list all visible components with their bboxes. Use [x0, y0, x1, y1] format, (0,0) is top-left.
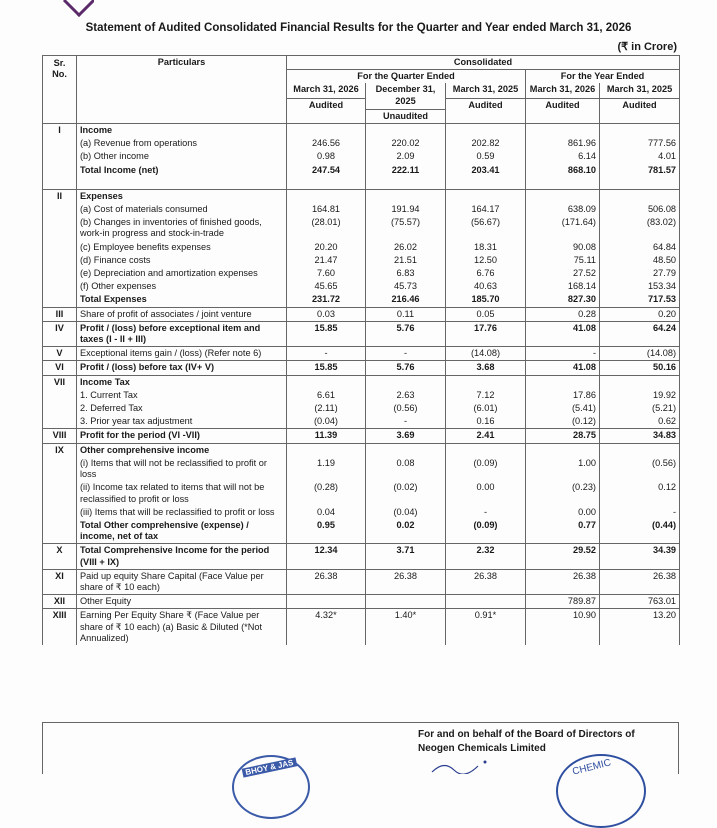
- row-value: [366, 189, 446, 203]
- table-row: [43, 216, 680, 240]
- table-row: [43, 280, 680, 293]
- row-value: (0.56): [366, 402, 446, 415]
- row-value: 64.24: [600, 321, 680, 346]
- row-value: [287, 124, 366, 138]
- row-value: 21.47: [287, 254, 366, 267]
- column-header: [366, 83, 446, 123]
- row-value: 0.02: [366, 519, 446, 544]
- row-value: 0.03: [287, 307, 366, 321]
- column-date: March 31, 2026: [529, 84, 596, 95]
- row-sr-no: [43, 415, 77, 429]
- row-value: [446, 124, 526, 138]
- row-particular: (c) Employee benefits expenses: [77, 241, 287, 254]
- column-header: [287, 83, 366, 123]
- table-row: [43, 321, 680, 346]
- row-value: 48.50: [600, 254, 680, 267]
- table-row: [43, 241, 680, 254]
- row-particular: Profit for the period (VI -VII): [77, 429, 287, 443]
- table-row: [43, 137, 680, 150]
- row-value: [526, 124, 600, 138]
- row-value: 0.62: [600, 415, 680, 429]
- table-row: [43, 307, 680, 321]
- row-particular: Total Comprehensive Income for the period (VIII + IX): [77, 544, 287, 569]
- table-row: [43, 595, 680, 609]
- row-value: 45.73: [366, 280, 446, 293]
- row-value: 216.46: [366, 293, 446, 307]
- row-sr-no: XII: [43, 595, 77, 609]
- row-value: (0.23): [526, 481, 600, 505]
- row-value: 26.38: [287, 569, 366, 594]
- row-value: -: [366, 347, 446, 361]
- row-particular: (a) Cost of materials consumed: [77, 203, 287, 216]
- row-sr-no: [43, 389, 77, 402]
- row-value: (0.44): [600, 519, 680, 544]
- row-value: 2.63: [366, 389, 446, 402]
- row-sr-no: V: [43, 347, 77, 361]
- row-value: 13.20: [600, 609, 680, 645]
- row-sr-no: X: [43, 544, 77, 569]
- row-value: [446, 443, 526, 457]
- column-date: March 31, 2026: [293, 84, 359, 95]
- table-row: [43, 429, 680, 443]
- row-value: 506.08: [600, 203, 680, 216]
- table-row: [43, 481, 680, 505]
- column-status: Audited: [446, 98, 525, 111]
- row-value: 41.08: [526, 321, 600, 346]
- row-particular: Other Equity: [77, 595, 287, 609]
- row-value: (0.09): [446, 457, 526, 481]
- row-value: 3.71: [366, 544, 446, 569]
- row-value: 4.32*: [287, 609, 366, 645]
- row-sr-no: [43, 137, 77, 150]
- table-row: [43, 569, 680, 594]
- signature-scribble: [430, 758, 490, 774]
- row-value: 222.11: [366, 164, 446, 177]
- page-title: Statement of Audited Consolidated Financial Results for the Quarter and Year ended March 31, 2026: [85, 22, 632, 34]
- row-value: [287, 375, 366, 389]
- row-value: 5.76: [366, 361, 446, 375]
- row-value: 17.86: [526, 389, 600, 402]
- row-value: -: [287, 347, 366, 361]
- row-value: 5.76: [366, 321, 446, 346]
- row-value: 202.82: [446, 137, 526, 150]
- row-value: 638.09: [526, 203, 600, 216]
- row-particular: Income: [77, 124, 287, 138]
- table-row: [43, 609, 680, 645]
- row-value: 15.85: [287, 321, 366, 346]
- row-particular: (a) Revenue from operations: [77, 137, 287, 150]
- table-row: [43, 361, 680, 375]
- row-sr-no: [43, 150, 77, 163]
- row-value: 6.14: [526, 150, 600, 163]
- row-value: (0.04): [287, 415, 366, 429]
- row-value: 868.10: [526, 164, 600, 177]
- row-particular: Expenses: [77, 189, 287, 203]
- row-value: (5.21): [600, 402, 680, 415]
- row-sr-no: XIII: [43, 609, 77, 645]
- row-value: 27.79: [600, 267, 680, 280]
- row-particular: Exceptional items gain / (loss) (Refer note 6): [77, 347, 287, 361]
- row-particular: (b) Other income: [77, 150, 287, 163]
- row-particular: (d) Finance costs: [77, 254, 287, 267]
- table-row: [43, 457, 680, 481]
- column-status: Audited: [600, 98, 679, 111]
- row-value: -: [446, 506, 526, 519]
- row-sr-no: III: [43, 307, 77, 321]
- row-particular: 1. Current Tax: [77, 389, 287, 402]
- table-row: [43, 347, 680, 361]
- row-value: [526, 177, 600, 190]
- row-sr-no: [43, 481, 77, 505]
- table-row: [43, 375, 680, 389]
- row-value: 777.56: [600, 137, 680, 150]
- row-value: (6.01): [446, 402, 526, 415]
- row-value: 0.91*: [446, 609, 526, 645]
- row-sr-no: [43, 506, 77, 519]
- consolidated-header: Consolidated: [287, 56, 680, 70]
- row-sr-no: [43, 241, 77, 254]
- row-value: 220.02: [366, 137, 446, 150]
- unit-label: (₹ in Crore): [617, 41, 677, 53]
- column-status: Audited: [526, 98, 599, 111]
- table-row: [43, 164, 680, 177]
- row-value: 0.12: [600, 481, 680, 505]
- footer-right-border: [678, 722, 679, 774]
- row-value: [287, 443, 366, 457]
- row-particular: (f) Other expenses: [77, 280, 287, 293]
- row-value: 2.41: [446, 429, 526, 443]
- row-value: 75.11: [526, 254, 600, 267]
- row-value: -: [526, 347, 600, 361]
- row-value: [600, 189, 680, 203]
- row-value: 717.53: [600, 293, 680, 307]
- row-value: 10.90: [526, 609, 600, 645]
- row-particular: Other comprehensive income: [77, 443, 287, 457]
- results-table: [42, 55, 680, 645]
- row-value: [287, 177, 366, 190]
- row-value: 168.14: [526, 280, 600, 293]
- row-value: [287, 595, 366, 609]
- row-value: [366, 375, 446, 389]
- row-value: 26.38: [446, 569, 526, 594]
- row-value: 29.52: [526, 544, 600, 569]
- row-particular: Income Tax: [77, 375, 287, 389]
- row-value: 28.75: [526, 429, 600, 443]
- row-value: [526, 375, 600, 389]
- table-row: [43, 267, 680, 280]
- row-sr-no: [43, 457, 77, 481]
- row-value: (56.67): [446, 216, 526, 240]
- row-value: (0.02): [366, 481, 446, 505]
- row-value: (0.04): [366, 506, 446, 519]
- row-value: (171.64): [526, 216, 600, 240]
- row-value: (5.41): [526, 402, 600, 415]
- row-value: 64.84: [600, 241, 680, 254]
- company-stamp-left: [232, 755, 310, 819]
- row-particular: Profit / (loss) before tax (IV+ V): [77, 361, 287, 375]
- column-date: March 31, 2025: [606, 84, 673, 95]
- row-value: [446, 177, 526, 190]
- particulars-header: Particulars: [77, 56, 287, 124]
- row-particular: Total Expenses: [77, 293, 287, 307]
- row-value: (75.57): [366, 216, 446, 240]
- table-row: [43, 443, 680, 457]
- row-value: 12.50: [446, 254, 526, 267]
- row-value: 231.72: [287, 293, 366, 307]
- row-value: 0.00: [526, 506, 600, 519]
- row-value: 3.68: [446, 361, 526, 375]
- row-particular: 2. Deferred Tax: [77, 402, 287, 415]
- row-value: -: [600, 506, 680, 519]
- row-sr-no: VIII: [43, 429, 77, 443]
- row-particular: (iii) Items that will be reclassified to profit or loss: [77, 506, 287, 519]
- row-sr-no: [43, 216, 77, 240]
- row-value: [366, 124, 446, 138]
- row-value: 26.38: [526, 569, 600, 594]
- quarter-ended-header: For the Quarter Ended: [287, 70, 526, 84]
- sr-no-header: Sr. No.: [43, 56, 77, 124]
- footer-rule: [42, 722, 679, 723]
- row-value: 164.17: [446, 203, 526, 216]
- row-value: 153.34: [600, 280, 680, 293]
- row-value: 7.12: [446, 389, 526, 402]
- column-date: March 31, 2025: [452, 84, 519, 95]
- row-particular: Total Income (net): [77, 164, 287, 177]
- row-particular: Paid up equity Share Capital (Face Value per share of ₹ 10 each): [77, 569, 287, 594]
- row-value: 4.01: [600, 150, 680, 163]
- row-value: (83.02): [600, 216, 680, 240]
- row-value: [600, 443, 680, 457]
- row-value: 0.59: [446, 150, 526, 163]
- row-value: 0.28: [526, 307, 600, 321]
- column-status: Audited: [287, 98, 365, 111]
- row-value: 2.09: [366, 150, 446, 163]
- table-row: [43, 150, 680, 163]
- table-row: [43, 402, 680, 415]
- row-value: [526, 189, 600, 203]
- row-particular: (ii) Income tax related to items that will not be reclassified to profit or loss: [77, 481, 287, 505]
- row-value: 34.83: [600, 429, 680, 443]
- column-header: [526, 83, 600, 123]
- row-value: 40.63: [446, 280, 526, 293]
- row-value: [446, 595, 526, 609]
- row-value: 26.38: [366, 569, 446, 594]
- row-sr-no: [43, 267, 77, 280]
- row-value: 6.76: [446, 267, 526, 280]
- row-particular: (b) Changes in inventories of finished goods, work-in progress and stock-in-trade: [77, 216, 287, 240]
- row-value: 203.41: [446, 164, 526, 177]
- row-value: (14.08): [446, 347, 526, 361]
- row-value: 164.81: [287, 203, 366, 216]
- row-value: [526, 443, 600, 457]
- row-value: 6.61: [287, 389, 366, 402]
- signature-line-1: For and on behalf of the Board of Directors of: [418, 729, 635, 740]
- row-value: [600, 177, 680, 190]
- column-header: [600, 83, 680, 123]
- stamp-right-text: CHEMIC: [571, 757, 613, 778]
- row-value: 26.38: [600, 569, 680, 594]
- row-value: 3.69: [366, 429, 446, 443]
- row-particular: Profit / (loss) before exceptional item and taxes (I - II + III): [77, 321, 287, 346]
- table-row: [43, 124, 680, 138]
- row-value: [366, 443, 446, 457]
- row-sr-no: [43, 280, 77, 293]
- row-value: 185.70: [446, 293, 526, 307]
- row-particular: Earning Per Equity Share ₹ (Face Value per share of ₹ 10 each) (a) Basic & Diluted (*Not Annualized): [77, 609, 287, 645]
- footer-left-border: [42, 722, 43, 774]
- row-value: 0.95: [287, 519, 366, 544]
- row-sr-no: I: [43, 124, 77, 138]
- row-value: 15.85: [287, 361, 366, 375]
- row-value: (0.56): [600, 457, 680, 481]
- row-value: 34.39: [600, 544, 680, 569]
- row-sr-no: VI: [43, 361, 77, 375]
- signature-block: [418, 728, 635, 756]
- row-value: 0.20: [600, 307, 680, 321]
- row-value: [366, 177, 446, 190]
- signature-line-2: Neogen Chemicals Limited: [418, 743, 546, 754]
- row-value: (0.28): [287, 481, 366, 505]
- row-value: 246.56: [287, 137, 366, 150]
- row-value: 19.92: [600, 389, 680, 402]
- row-value: [287, 189, 366, 203]
- row-sr-no: IX: [43, 443, 77, 457]
- row-value: (0.12): [526, 415, 600, 429]
- row-sr-no: VII: [43, 375, 77, 389]
- table-row: [43, 389, 680, 402]
- row-value: (14.08): [600, 347, 680, 361]
- row-particular: [77, 177, 287, 190]
- row-value: 18.31: [446, 241, 526, 254]
- row-value: -: [366, 415, 446, 429]
- year-ended-header: For the Year Ended: [526, 70, 680, 84]
- row-value: 11.39: [287, 429, 366, 443]
- row-particular: 3. Prior year tax adjustment: [77, 415, 287, 429]
- row-value: 90.08: [526, 241, 600, 254]
- table-row: [43, 519, 680, 544]
- row-value: 247.54: [287, 164, 366, 177]
- column-status: Unaudited: [366, 109, 445, 122]
- column-header: [446, 83, 526, 123]
- row-sr-no: [43, 164, 77, 177]
- cross-mark-icon: [58, 0, 94, 18]
- table-row: [43, 544, 680, 569]
- row-value: 0.98: [287, 150, 366, 163]
- row-value: 17.76: [446, 321, 526, 346]
- row-sr-no: II: [43, 189, 77, 203]
- row-value: 1.40*: [366, 609, 446, 645]
- company-stamp-right: [556, 754, 646, 828]
- row-value: 21.51: [366, 254, 446, 267]
- row-value: 0.00: [446, 481, 526, 505]
- row-value: 50.16: [600, 361, 680, 375]
- row-value: [600, 124, 680, 138]
- stamp-left-text: BHOY & JAS: [242, 757, 297, 777]
- row-value: 827.30: [526, 293, 600, 307]
- row-value: 1.00: [526, 457, 600, 481]
- row-sr-no: [43, 402, 77, 415]
- row-value: 6.83: [366, 267, 446, 280]
- table-row: [43, 177, 680, 190]
- row-value: 12.34: [287, 544, 366, 569]
- row-value: (0.09): [446, 519, 526, 544]
- row-value: 20.20: [287, 241, 366, 254]
- column-date: December 31, 2025: [375, 84, 436, 106]
- row-value: 789.87: [526, 595, 600, 609]
- row-value: 41.08: [526, 361, 600, 375]
- row-value: 763.01: [600, 595, 680, 609]
- row-particular: (i) Items that will not be reclassified to profit or loss: [77, 457, 287, 481]
- row-value: 45.65: [287, 280, 366, 293]
- row-value: [600, 375, 680, 389]
- row-value: 1.19: [287, 457, 366, 481]
- row-sr-no: [43, 177, 77, 190]
- table-row: [43, 189, 680, 203]
- row-value: 781.57: [600, 164, 680, 177]
- row-sr-no: [43, 293, 77, 307]
- row-value: 0.16: [446, 415, 526, 429]
- row-value: 191.94: [366, 203, 446, 216]
- row-value: 27.52: [526, 267, 600, 280]
- row-value: 0.04: [287, 506, 366, 519]
- table-row: [43, 415, 680, 429]
- row-value: (2.11): [287, 402, 366, 415]
- row-sr-no: [43, 203, 77, 216]
- row-value: [366, 595, 446, 609]
- row-sr-no: IV: [43, 321, 77, 346]
- row-sr-no: [43, 519, 77, 544]
- row-value: 7.60: [287, 267, 366, 280]
- row-value: 26.02: [366, 241, 446, 254]
- row-value: 2.32: [446, 544, 526, 569]
- row-value: 0.77: [526, 519, 600, 544]
- table-row: [43, 254, 680, 267]
- row-value: 861.96: [526, 137, 600, 150]
- row-value: 0.08: [366, 457, 446, 481]
- row-value: [446, 189, 526, 203]
- table-row: [43, 506, 680, 519]
- table-row: [43, 293, 680, 307]
- row-sr-no: XI: [43, 569, 77, 594]
- row-particular: (e) Depreciation and amortization expenses: [77, 267, 287, 280]
- row-sr-no: [43, 254, 77, 267]
- row-value: 0.11: [366, 307, 446, 321]
- table-row: [43, 203, 680, 216]
- row-particular: Total Other comprehensive (expense) / income, net of tax: [77, 519, 287, 544]
- row-value: 0.05: [446, 307, 526, 321]
- row-value: [446, 375, 526, 389]
- row-value: (28.01): [287, 216, 366, 240]
- row-particular: Share of profit of associates / joint venture: [77, 307, 287, 321]
